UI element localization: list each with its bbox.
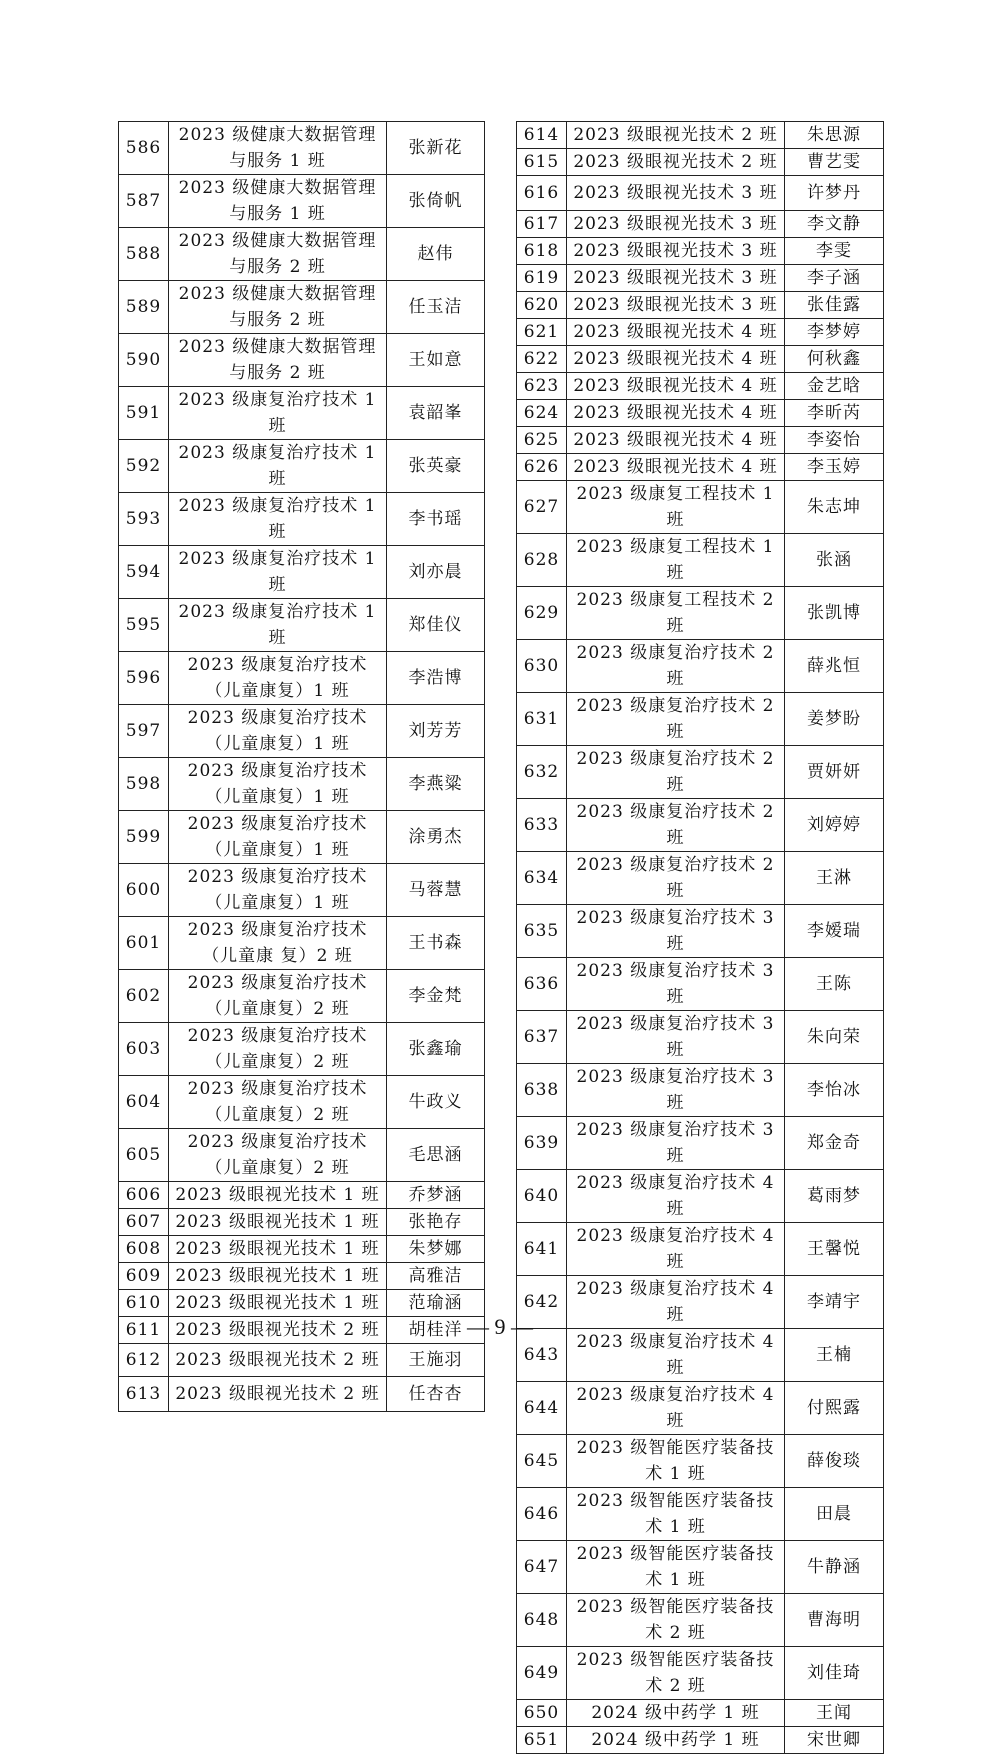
row-number: 624 bbox=[517, 400, 567, 427]
class-name: 2023 级智能医疗装备技术 2 班 bbox=[567, 1594, 785, 1647]
student-name: 任杏杏 bbox=[387, 1377, 485, 1412]
table-row bbox=[517, 905, 884, 958]
row-number: 599 bbox=[119, 811, 169, 864]
class-name: 2023 级眼视光技术 1 班 bbox=[169, 1236, 387, 1263]
table-row bbox=[119, 175, 485, 228]
student-name: 朱思源 bbox=[785, 122, 884, 149]
table-row bbox=[119, 917, 485, 970]
student-name: 李浩博 bbox=[387, 652, 485, 705]
student-name: 李梦婷 bbox=[785, 319, 884, 346]
row-number: 636 bbox=[517, 958, 567, 1011]
row-number: 638 bbox=[517, 1064, 567, 1117]
table-row bbox=[119, 228, 485, 281]
row-number: 625 bbox=[517, 427, 567, 454]
table-row bbox=[119, 1209, 485, 1236]
class-name: 2023 级康复治疗技术 3 班 bbox=[567, 1011, 785, 1064]
student-name: 张凯博 bbox=[785, 587, 884, 640]
table-row bbox=[517, 319, 884, 346]
student-name: 金艺晗 bbox=[785, 373, 884, 400]
table-row bbox=[119, 1076, 485, 1129]
class-name: 2023 级康复治疗技术 2 班 bbox=[567, 693, 785, 746]
class-name: 2023 级眼视光技术 4 班 bbox=[567, 400, 785, 427]
class-name: 2023 级健康大数据管理与服务 2 班 bbox=[169, 281, 387, 334]
row-number: 648 bbox=[517, 1594, 567, 1647]
class-name: 2023 级眼视光技术 3 班 bbox=[567, 211, 785, 238]
row-number: 632 bbox=[517, 746, 567, 799]
student-name: 牛政义 bbox=[387, 1076, 485, 1129]
row-number: 637 bbox=[517, 1011, 567, 1064]
row-number: 603 bbox=[119, 1023, 169, 1076]
student-name: 郑金奇 bbox=[785, 1117, 884, 1170]
row-number: 620 bbox=[517, 292, 567, 319]
class-name: 2023 级康复治疗技术（儿童康复）1 班 bbox=[169, 758, 387, 811]
table-row bbox=[517, 481, 884, 534]
student-name: 涂勇杰 bbox=[387, 811, 485, 864]
class-name: 2023 级眼视光技术 2 班 bbox=[169, 1344, 387, 1377]
student-name: 薛兆恒 bbox=[785, 640, 884, 693]
row-number: 650 bbox=[517, 1700, 567, 1727]
student-name: 薛俊琰 bbox=[785, 1435, 884, 1488]
class-name: 2023 级眼视光技术 4 班 bbox=[567, 454, 785, 481]
class-name: 2023 级康复治疗技术 4 班 bbox=[567, 1276, 785, 1329]
student-name: 张涵 bbox=[785, 534, 884, 587]
row-number: 646 bbox=[517, 1488, 567, 1541]
table-row bbox=[517, 1223, 884, 1276]
class-name: 2024 级中药学 1 班 bbox=[567, 1727, 785, 1754]
class-name: 2023 级康复治疗技术 2 班 bbox=[567, 799, 785, 852]
class-name: 2023 级康复治疗技术 4 班 bbox=[567, 1170, 785, 1223]
class-name: 2023 级康复治疗技术 2 班 bbox=[567, 852, 785, 905]
student-name: 王陈 bbox=[785, 958, 884, 1011]
table-row bbox=[517, 1117, 884, 1170]
table-row bbox=[119, 599, 485, 652]
class-name: 2023 级康复治疗技术（儿童康复）2 班 bbox=[169, 1076, 387, 1129]
table-row bbox=[517, 852, 884, 905]
row-number: 640 bbox=[517, 1170, 567, 1223]
student-name: 李子涵 bbox=[785, 265, 884, 292]
student-name: 刘芳芳 bbox=[387, 705, 485, 758]
table-row bbox=[517, 1488, 884, 1541]
student-name: 刘婷婷 bbox=[785, 799, 884, 852]
row-number: 647 bbox=[517, 1541, 567, 1594]
class-name: 2023 级眼视光技术 3 班 bbox=[567, 292, 785, 319]
table-row bbox=[517, 1541, 884, 1594]
class-name: 2023 级眼视光技术 2 班 bbox=[169, 1377, 387, 1412]
table-row bbox=[517, 238, 884, 265]
student-name: 姜梦盼 bbox=[785, 693, 884, 746]
row-number: 608 bbox=[119, 1236, 169, 1263]
row-number: 633 bbox=[517, 799, 567, 852]
student-name: 许梦丹 bbox=[785, 176, 884, 211]
class-name: 2023 级眼视光技术 1 班 bbox=[169, 1209, 387, 1236]
table-row bbox=[119, 970, 485, 1023]
student-name: 李怡冰 bbox=[785, 1064, 884, 1117]
student-name: 马蓉慧 bbox=[387, 864, 485, 917]
row-number: 615 bbox=[517, 149, 567, 176]
student-name: 李燕粱 bbox=[387, 758, 485, 811]
table-row bbox=[517, 799, 884, 852]
student-name: 李昕芮 bbox=[785, 400, 884, 427]
row-number: 595 bbox=[119, 599, 169, 652]
row-number: 651 bbox=[517, 1727, 567, 1754]
table-row bbox=[517, 400, 884, 427]
row-number: 594 bbox=[119, 546, 169, 599]
table-row bbox=[119, 1344, 485, 1377]
class-name: 2023 级健康大数据管理与服务 1 班 bbox=[169, 122, 387, 175]
page-number: — 9 — bbox=[467, 1314, 533, 1339]
table-row bbox=[517, 149, 884, 176]
row-number: 627 bbox=[517, 481, 567, 534]
student-name: 任玉洁 bbox=[387, 281, 485, 334]
table-row bbox=[517, 1435, 884, 1488]
table-row bbox=[517, 346, 884, 373]
class-name: 2023 级康复治疗技术 1 班 bbox=[169, 387, 387, 440]
table-row bbox=[517, 211, 884, 238]
row-number: 617 bbox=[517, 211, 567, 238]
class-name: 2023 级康复治疗技术（儿童康 复）2 班 bbox=[169, 917, 387, 970]
class-name: 2023 级智能医疗装备技术 1 班 bbox=[567, 1435, 785, 1488]
row-number: 597 bbox=[119, 705, 169, 758]
table-row bbox=[119, 334, 485, 387]
table-row bbox=[517, 534, 884, 587]
row-number: 602 bbox=[119, 970, 169, 1023]
class-name: 2023 级康复治疗技术（儿童康复）1 班 bbox=[169, 864, 387, 917]
table-row bbox=[119, 1129, 485, 1182]
class-name: 2023 级康复治疗技术（儿童康复）1 班 bbox=[169, 705, 387, 758]
student-name: 张艳存 bbox=[387, 1209, 485, 1236]
class-name: 2023 级康复治疗技术 4 班 bbox=[567, 1329, 785, 1382]
table-row bbox=[119, 1023, 485, 1076]
roster-table-left bbox=[118, 121, 485, 1412]
student-name: 宋世卿 bbox=[785, 1727, 884, 1754]
class-name: 2023 级眼视光技术 4 班 bbox=[567, 346, 785, 373]
row-number: 628 bbox=[517, 534, 567, 587]
class-name: 2023 级康复治疗技术（儿童康复）2 班 bbox=[169, 970, 387, 1023]
row-number: 596 bbox=[119, 652, 169, 705]
class-name: 2023 级眼视光技术 3 班 bbox=[567, 176, 785, 211]
table-row bbox=[517, 1064, 884, 1117]
table-row bbox=[119, 864, 485, 917]
row-number: 593 bbox=[119, 493, 169, 546]
class-name: 2023 级眼视光技术 3 班 bbox=[567, 238, 785, 265]
student-name: 张新花 bbox=[387, 122, 485, 175]
table-row bbox=[517, 1011, 884, 1064]
student-name: 范瑜涵 bbox=[387, 1290, 485, 1317]
class-name: 2023 级康复治疗技术 1 班 bbox=[169, 440, 387, 493]
class-name: 2023 级康复治疗技术 4 班 bbox=[567, 1382, 785, 1435]
table-row bbox=[517, 427, 884, 454]
student-name: 胡桂洋 bbox=[387, 1317, 485, 1344]
class-name: 2023 级康复治疗技术 4 班 bbox=[567, 1223, 785, 1276]
row-number: 634 bbox=[517, 852, 567, 905]
student-name: 王书森 bbox=[387, 917, 485, 970]
student-name: 朱梦娜 bbox=[387, 1236, 485, 1263]
class-name: 2023 级眼视光技术 3 班 bbox=[567, 265, 785, 292]
student-name: 贾妍妍 bbox=[785, 746, 884, 799]
row-number: 586 bbox=[119, 122, 169, 175]
row-number: 629 bbox=[517, 587, 567, 640]
row-number: 623 bbox=[517, 373, 567, 400]
table-row bbox=[119, 1290, 485, 1317]
class-name: 2023 级康复工程技术 1 班 bbox=[567, 481, 785, 534]
class-name: 2023 级智能医疗装备技术 1 班 bbox=[567, 1488, 785, 1541]
row-number: 622 bbox=[517, 346, 567, 373]
class-name: 2023 级眼视光技术 4 班 bbox=[567, 319, 785, 346]
student-name: 付熙露 bbox=[785, 1382, 884, 1435]
student-name: 李金梵 bbox=[387, 970, 485, 1023]
row-number: 590 bbox=[119, 334, 169, 387]
class-name: 2023 级康复治疗技术（儿童康复）1 班 bbox=[169, 811, 387, 864]
student-name: 郑佳仪 bbox=[387, 599, 485, 652]
class-name: 2023 级眼视光技术 1 班 bbox=[169, 1263, 387, 1290]
class-name: 2023 级眼视光技术 2 班 bbox=[169, 1317, 387, 1344]
student-name: 高雅洁 bbox=[387, 1263, 485, 1290]
row-number: 645 bbox=[517, 1435, 567, 1488]
row-number: 604 bbox=[119, 1076, 169, 1129]
row-number: 601 bbox=[119, 917, 169, 970]
table-row bbox=[517, 1727, 884, 1754]
table-row bbox=[517, 373, 884, 400]
row-number: 613 bbox=[119, 1377, 169, 1412]
student-name: 李雯 bbox=[785, 238, 884, 265]
row-number: 600 bbox=[119, 864, 169, 917]
table-row bbox=[517, 640, 884, 693]
table-row bbox=[517, 1170, 884, 1223]
student-name: 李姿怡 bbox=[785, 427, 884, 454]
class-name: 2023 级健康大数据管理与服务 2 班 bbox=[169, 228, 387, 281]
class-name: 2023 级智能医疗装备技术 1 班 bbox=[567, 1541, 785, 1594]
row-number: 621 bbox=[517, 319, 567, 346]
table-row bbox=[517, 176, 884, 211]
table-row bbox=[119, 387, 485, 440]
class-name: 2023 级眼视光技术 4 班 bbox=[567, 373, 785, 400]
class-name: 2023 级康复治疗技术 2 班 bbox=[567, 746, 785, 799]
row-number: 618 bbox=[517, 238, 567, 265]
table-row bbox=[119, 705, 485, 758]
row-number: 616 bbox=[517, 176, 567, 211]
roster-table-left-body bbox=[119, 122, 485, 1412]
row-number: 639 bbox=[517, 1117, 567, 1170]
table-row bbox=[119, 1236, 485, 1263]
student-name: 李书瑶 bbox=[387, 493, 485, 546]
row-number: 588 bbox=[119, 228, 169, 281]
class-name: 2023 级眼视光技术 1 班 bbox=[169, 1182, 387, 1209]
table-row bbox=[119, 440, 485, 493]
table-row bbox=[517, 1382, 884, 1435]
row-number: 619 bbox=[517, 265, 567, 292]
table-row bbox=[517, 587, 884, 640]
row-number: 614 bbox=[517, 122, 567, 149]
row-number: 587 bbox=[119, 175, 169, 228]
roster-table-right bbox=[516, 121, 884, 1754]
class-name: 2023 级康复工程技术 1 班 bbox=[567, 534, 785, 587]
student-name: 李玉婷 bbox=[785, 454, 884, 481]
student-name: 毛思涵 bbox=[387, 1129, 485, 1182]
table-row bbox=[517, 958, 884, 1011]
row-number: 611 bbox=[119, 1317, 169, 1344]
row-number: 643 bbox=[517, 1329, 567, 1382]
table-row bbox=[517, 693, 884, 746]
class-name: 2023 级康复治疗技术 1 班 bbox=[169, 546, 387, 599]
class-name: 2023 级康复治疗技术 3 班 bbox=[567, 1117, 785, 1170]
table-row bbox=[119, 281, 485, 334]
row-number: 649 bbox=[517, 1647, 567, 1700]
student-name: 袁韶峯 bbox=[387, 387, 485, 440]
student-name: 刘佳琦 bbox=[785, 1647, 884, 1700]
row-number: 607 bbox=[119, 1209, 169, 1236]
table-row bbox=[119, 1377, 485, 1412]
student-name: 王楠 bbox=[785, 1329, 884, 1382]
student-name: 王馨悦 bbox=[785, 1223, 884, 1276]
class-name: 2023 级眼视光技术 1 班 bbox=[169, 1290, 387, 1317]
class-name: 2024 级中药学 1 班 bbox=[567, 1700, 785, 1727]
class-name: 2023 级康复治疗技术（儿童康复）2 班 bbox=[169, 1023, 387, 1076]
class-name: 2023 级康复治疗技术 3 班 bbox=[567, 958, 785, 1011]
table-row bbox=[517, 1594, 884, 1647]
class-name: 2023 级眼视光技术 2 班 bbox=[567, 122, 785, 149]
student-name: 葛雨梦 bbox=[785, 1170, 884, 1223]
student-name: 王施羽 bbox=[387, 1344, 485, 1377]
class-name: 2023 级眼视光技术 4 班 bbox=[567, 427, 785, 454]
class-name: 2023 级康复治疗技术 1 班 bbox=[169, 599, 387, 652]
row-number: 591 bbox=[119, 387, 169, 440]
table-row bbox=[517, 1647, 884, 1700]
class-name: 2023 级康复治疗技术 2 班 bbox=[567, 640, 785, 693]
row-number: 598 bbox=[119, 758, 169, 811]
row-number: 631 bbox=[517, 693, 567, 746]
class-name: 2023 级康复治疗技术（儿童康复）2 班 bbox=[169, 1129, 387, 1182]
student-name: 刘亦晨 bbox=[387, 546, 485, 599]
row-number: 612 bbox=[119, 1344, 169, 1377]
student-name: 牛静涵 bbox=[785, 1541, 884, 1594]
row-number: 592 bbox=[119, 440, 169, 493]
student-name: 曹艺雯 bbox=[785, 149, 884, 176]
class-name: 2023 级智能医疗装备技术 2 班 bbox=[567, 1647, 785, 1700]
table-row bbox=[517, 292, 884, 319]
row-number: 605 bbox=[119, 1129, 169, 1182]
class-name: 2023 级康复治疗技术（儿童康复）1 班 bbox=[169, 652, 387, 705]
student-name: 曹海明 bbox=[785, 1594, 884, 1647]
row-number: 630 bbox=[517, 640, 567, 693]
student-name: 乔梦涵 bbox=[387, 1182, 485, 1209]
class-name: 2023 级健康大数据管理与服务 2 班 bbox=[169, 334, 387, 387]
student-name: 李文静 bbox=[785, 211, 884, 238]
student-name: 朱向荣 bbox=[785, 1011, 884, 1064]
student-name: 张倚帆 bbox=[387, 175, 485, 228]
table-row bbox=[517, 1700, 884, 1727]
student-name: 朱志坤 bbox=[785, 481, 884, 534]
class-name: 2023 级眼视光技术 2 班 bbox=[567, 149, 785, 176]
student-name: 田晨 bbox=[785, 1488, 884, 1541]
table-row bbox=[119, 122, 485, 175]
table-row bbox=[517, 265, 884, 292]
student-name: 张鑫瑜 bbox=[387, 1023, 485, 1076]
roster-table-right-body bbox=[517, 122, 884, 1754]
student-name: 赵伟 bbox=[387, 228, 485, 281]
table-row bbox=[119, 1182, 485, 1209]
class-name: 2023 级康复工程技术 2 班 bbox=[567, 587, 785, 640]
table-row bbox=[517, 454, 884, 481]
student-name: 张英豪 bbox=[387, 440, 485, 493]
row-number: 610 bbox=[119, 1290, 169, 1317]
row-number: 626 bbox=[517, 454, 567, 481]
table-row bbox=[517, 122, 884, 149]
table-row bbox=[119, 546, 485, 599]
row-number: 635 bbox=[517, 905, 567, 958]
row-number: 606 bbox=[119, 1182, 169, 1209]
student-name: 李嫒瑞 bbox=[785, 905, 884, 958]
class-name: 2023 级康复治疗技术 1 班 bbox=[169, 493, 387, 546]
student-name: 张佳露 bbox=[785, 292, 884, 319]
student-name: 李靖宇 bbox=[785, 1276, 884, 1329]
row-number: 642 bbox=[517, 1276, 567, 1329]
row-number: 589 bbox=[119, 281, 169, 334]
table-row bbox=[119, 652, 485, 705]
table-row bbox=[119, 1263, 485, 1290]
student-name: 何秋鑫 bbox=[785, 346, 884, 373]
class-name: 2023 级健康大数据管理与服务 1 班 bbox=[169, 175, 387, 228]
class-name: 2023 级康复治疗技术 3 班 bbox=[567, 905, 785, 958]
student-name: 王如意 bbox=[387, 334, 485, 387]
table-row bbox=[517, 746, 884, 799]
student-name: 王闻 bbox=[785, 1700, 884, 1727]
table-row bbox=[119, 758, 485, 811]
table-row bbox=[119, 811, 485, 864]
row-number: 641 bbox=[517, 1223, 567, 1276]
class-name: 2023 级康复治疗技术 3 班 bbox=[567, 1064, 785, 1117]
student-name: 王淋 bbox=[785, 852, 884, 905]
table-row bbox=[119, 493, 485, 546]
row-number: 644 bbox=[517, 1382, 567, 1435]
row-number: 609 bbox=[119, 1263, 169, 1290]
